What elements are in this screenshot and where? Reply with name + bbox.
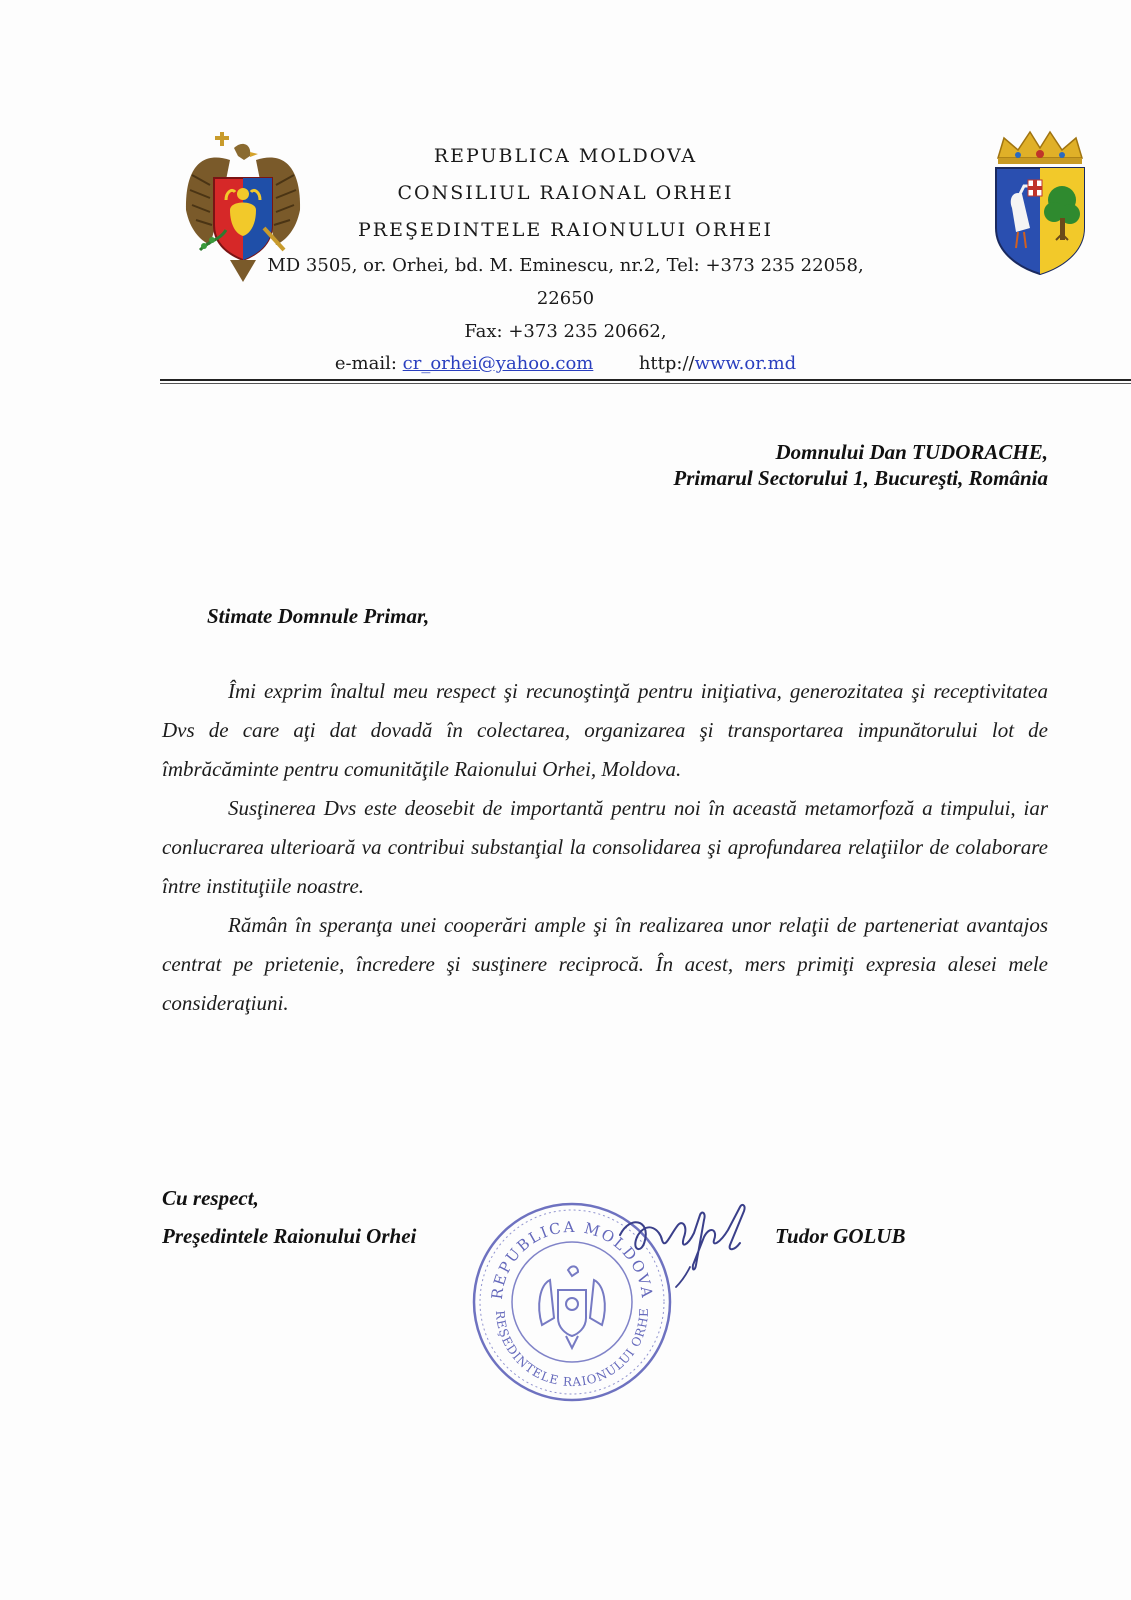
signatory-title: Preşedintele Raionului Orhei [162,1224,417,1248]
url-prefix: http:// [638,353,695,374]
handwritten-signature [600,1195,770,1295]
letterhead-divider [160,379,1131,381]
email-label: e-mail: [334,353,403,374]
letterhead-address-cont: 22650 [536,288,595,309]
letterhead-country: REPUBLICA MOLDOVA [433,145,698,167]
letterhead-president: PREŞEDINTELE RAIONULUI ORHEI [358,219,773,241]
recipient-name: Domnului Dan TUDORACHE, [775,440,1048,464]
body-paragraph: Susţinerea Dvs este deosebit de importantă pentru noi în această metamorfoză a timpului, iar conlucrarea ulterioară va contribui substanţial la consolidarea şi aprofundarea relaţiilor de colaborare între instituţiile noastre. [162,796,1048,898]
letterhead-divider-thin [160,383,1131,384]
letterhead-council: CONSILIUL RAIONAL ORHEI [397,182,734,204]
stamp-text-top: REPUBLICA MOLDOVA [487,1217,657,1301]
closing-greeting: Cu respect, [162,1186,259,1210]
signatory-name: Tudor GOLUB [775,1224,906,1248]
salutation: Stimate Domnule Primar, [207,604,430,628]
letterhead-fax: Fax: +373 235 20662, [464,321,667,342]
recipient-title: Primarul Sectorului 1, Bucureşti, România [673,466,1048,490]
website-link[interactable]: www.or.md [694,353,797,374]
letterhead-address: MD 3505, or. Orhei, bd. M. Eminescu, nr.2, Tel: +373 235 22058, [267,255,864,276]
letterhead-contact [0,353,1131,374]
email-link[interactable]: cr_orhei@yahoo.com [402,353,594,374]
body-paragraph: Rămân în speranţa unei cooperări ample şi în realizarea unor relaţii de parteneriat avantajos centrat pe prietenie, încredere şi susţinere reciprocă. În acest, mers primiţi expresia alesei mele consideraţiuni. [162,913,1048,1015]
stamp-text-bottom: REŞEDINTELE RAIONULUI ORHE [492,1307,652,1390]
letter-body [162,672,1048,1023]
body-paragraph: Îmi exprim înaltul meu respect şi recunoştinţă pentru iniţiativa, generozitatea şi receptivitatea Dvs de care aţi dat dovadă în colectarea, organizarea şi transportarea impunătorului lot de îmbrăcăminte pentru comunităţile Raionului Orhei, Moldova. [162,679,1048,781]
